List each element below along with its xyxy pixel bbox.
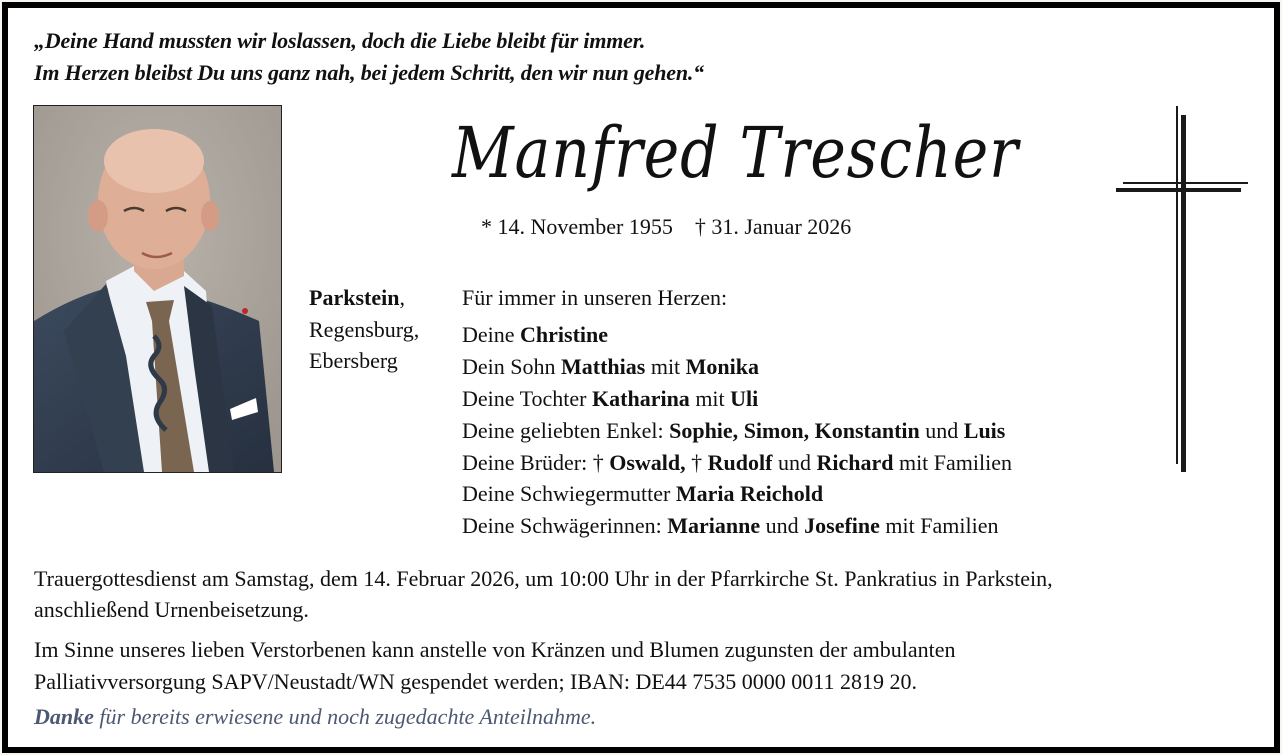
family-relation-text: Deine Schwägerinnen: bbox=[462, 513, 668, 538]
family-member-name: Sophie, bbox=[669, 418, 739, 443]
family-member-name: Simon, bbox=[743, 418, 810, 443]
quote-line-2: Im Herzen bleibst Du uns ganz nah, bei jedem Schritt, den wir nun gehen.“ bbox=[34, 60, 704, 85]
place-ebersberg: Ebersberg bbox=[309, 348, 398, 373]
death-date: † 31. Januar 2026 bbox=[694, 214, 852, 239]
family-relation-text: und bbox=[772, 450, 817, 475]
family-relation-text: und bbox=[919, 418, 964, 443]
family-relation-text: Deine geliebten Enkel: bbox=[462, 418, 670, 443]
family-member-name: Luis bbox=[963, 418, 1006, 443]
place-primary: Parkstein, bbox=[309, 285, 405, 310]
donation-line-1: Im Sinne unseres lieben Verstorbenen kann anstelle von Kränzen und Blumen zugunsten der ambulanten bbox=[34, 637, 956, 662]
donation-line-2: Palliativversorgung SAPV/Neustadt/WN gespendet werden; IBAN: DE44 7535 0000 0011 2819 20. bbox=[34, 669, 917, 694]
family-relation-text: Deine Tochter bbox=[462, 386, 593, 411]
service-line-1: Trauergottesdienst am Samstag, dem 14. Februar 2026, um 10:00 Uhr in der Pfarrkirche St. Pankratius in Parkstein, bbox=[34, 566, 1053, 591]
birth-date: * 14. November 1955 bbox=[481, 214, 673, 239]
family-member-line bbox=[462, 354, 759, 380]
family-relation-text: Deine bbox=[462, 322, 521, 347]
thanks-rest: für bereits erwiesene und noch zugedachte Anteilnahme. bbox=[93, 704, 597, 729]
portrait-photo bbox=[33, 105, 282, 473]
family-member-name: Katharina bbox=[592, 386, 690, 411]
family-intro: Für immer in unseren Herzen: bbox=[462, 285, 728, 310]
family-member-name: Oswald, bbox=[609, 450, 686, 475]
deceased-name: Manfred Trescher bbox=[452, 112, 1019, 194]
family-member-line bbox=[462, 481, 823, 507]
family-relation-text: und bbox=[760, 513, 805, 538]
family-member-line bbox=[462, 322, 608, 348]
family-member-name: Maria Reichold bbox=[675, 481, 824, 506]
family-relation-text: mit Familien bbox=[893, 450, 1013, 475]
life-dates bbox=[481, 214, 851, 240]
service-line-2: anschließend Urnenbeisetzung. bbox=[34, 597, 309, 622]
family-member-name: Konstantin bbox=[814, 418, 920, 443]
family-relation-text: mit Familien bbox=[879, 513, 999, 538]
family-member-name: Richard bbox=[816, 450, 894, 475]
portrait-photo-icon bbox=[34, 106, 281, 472]
family-relation-text: Dein Sohn bbox=[462, 354, 561, 379]
family-member-name: Matthias bbox=[561, 354, 646, 379]
family-member-name: Marianne bbox=[667, 513, 761, 538]
family-member-line bbox=[462, 513, 998, 539]
family-member-line bbox=[462, 450, 1012, 476]
family-member-name: Josefine bbox=[804, 513, 880, 538]
family-member-name: Christine bbox=[520, 322, 609, 347]
family-member-name: Rudolf bbox=[707, 450, 773, 475]
family-relation-text: † bbox=[685, 450, 708, 475]
family-member-line bbox=[462, 386, 758, 412]
family-relation-text: mit bbox=[645, 354, 686, 379]
family-relation-text: Deine Schwiegermutter bbox=[462, 481, 676, 506]
family-relation-text: Deine Brüder: † bbox=[462, 450, 610, 475]
family-member-line bbox=[462, 418, 1005, 444]
family-member-name: Uli bbox=[730, 386, 759, 411]
place-regensburg: Regensburg, bbox=[309, 317, 420, 342]
family-relation-text: mit bbox=[689, 386, 731, 411]
quote-line-1: „Deine Hand mussten wir loslassen, doch die Liebe bleibt für immer. bbox=[34, 28, 646, 53]
thanks-line bbox=[34, 704, 596, 730]
family-member-name: Monika bbox=[685, 354, 760, 379]
thanks-bold: Danke bbox=[34, 704, 94, 729]
